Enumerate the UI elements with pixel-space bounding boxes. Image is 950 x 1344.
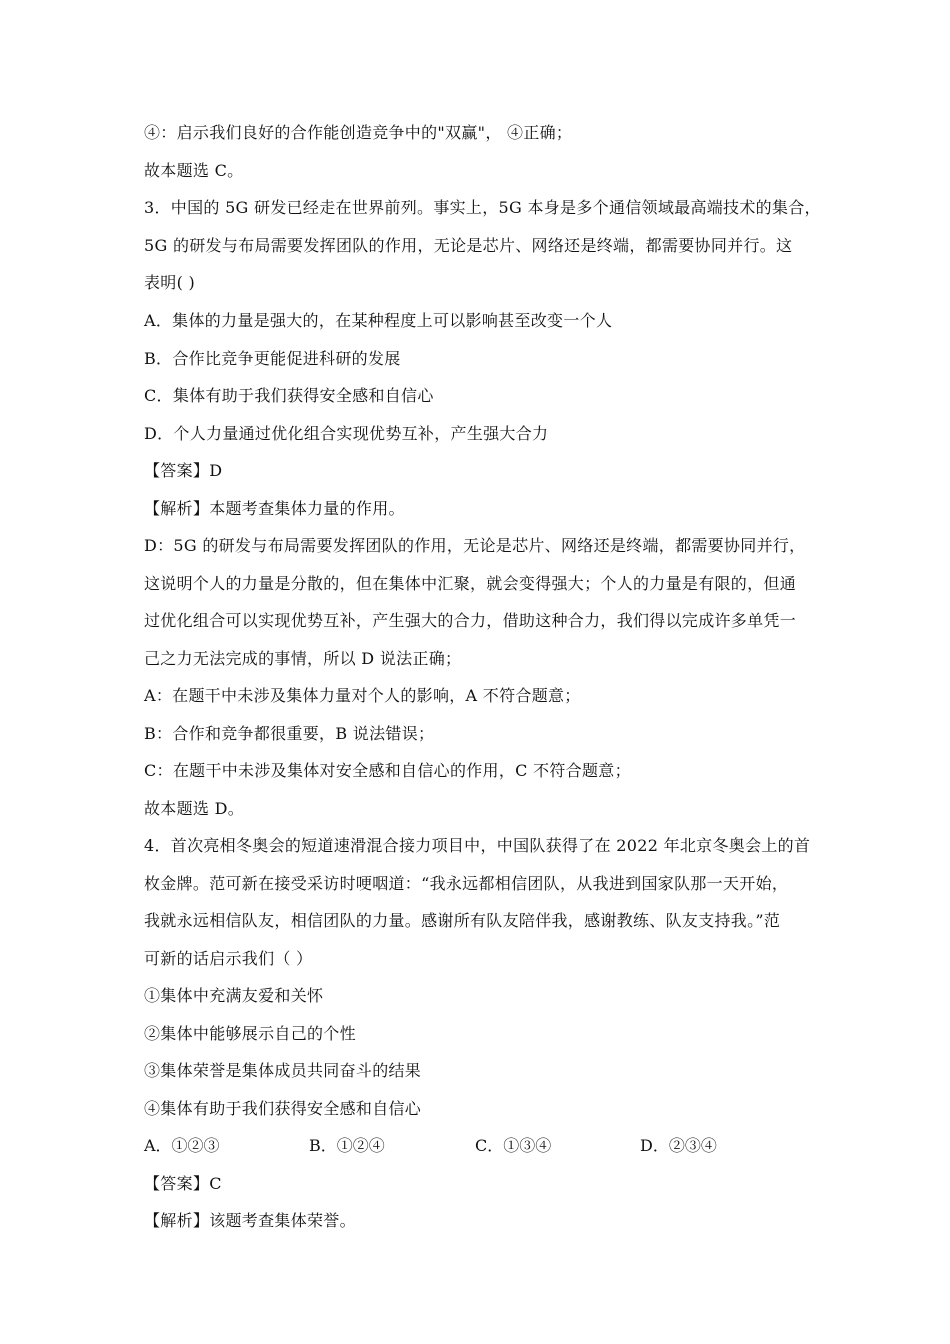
question-4-options xyxy=(144,1136,814,1156)
question-4-statement-2: ②集体中能够展示自己的个性 xyxy=(144,1024,356,1043)
question-4-option-c: C．①③④ xyxy=(475,1136,552,1155)
analysis-conclusion: 故本题选 D。 xyxy=(144,799,245,818)
analysis-text: D：5G 的研发与布局需要发挥团队的作用，无论是芯片、网络还是终端，都需要协同并行， xyxy=(144,536,806,555)
question-3-option-b: B．合作比竞争更能促进科研的发展 xyxy=(144,349,401,368)
question-4-stem: 枚金牌。范可新在接受采访时哽咽道：“我永远都相信团队，从我进到国家队那一天开始， xyxy=(144,874,789,893)
question-3-option-d: D．个人力量通过优化组合实现优势互补，产生强大合力 xyxy=(144,424,549,443)
answer-label: 【答案】D xyxy=(144,461,223,480)
question-3-option-a: A．集体的力量是强大的，在某种程度上可以影响甚至改变一个人 xyxy=(144,311,613,330)
analysis-text: B：合作和竞争都很重要，B 说法错误； xyxy=(144,724,435,743)
question-4-stem: 我就永远相信队友，相信团队的力量。感谢所有队友陪伴我，感谢教练、队友支持我。”范 xyxy=(144,911,781,930)
question-4-option-a: A．①②③ xyxy=(144,1136,220,1155)
analysis-text: C：在题干中未涉及集体对安全感和自信心的作用，C 不符合题意； xyxy=(144,761,631,780)
question-4-statement-1: ①集体中充满友爱和关怀 xyxy=(144,986,324,1005)
question-4-option-b: B．①②④ xyxy=(309,1136,385,1155)
question-3-stem: 3．中国的 5G 研发已经走在世界前列。事实上，5G 本身是多个通信领域最高端技术的集合， xyxy=(144,198,821,217)
analysis-text: A：在题干中未涉及集体力量对个人的影响，A 不符合题意； xyxy=(144,686,581,705)
analysis-heading: 【解析】该题考查集体荣誉。 xyxy=(144,1211,356,1230)
question-4-statement-3: ③集体荣誉是集体成员共同奋斗的结果 xyxy=(144,1061,422,1080)
text-line: 故本题选 C。 xyxy=(144,161,244,180)
analysis-text: 己之力无法完成的事情，所以 D 说法正确； xyxy=(144,649,462,668)
text-line: ④：启示我们良好的合作能创造竞争中的"双赢"， ④正确； xyxy=(144,123,573,142)
question-4-stem: 4．首次亮相冬奥会的短道速滑混合接力项目中，中国队获得了在 2022 年北京冬奥会上的首 xyxy=(144,836,811,855)
question-4-option-d: D．②③④ xyxy=(640,1136,717,1155)
analysis-text: 过优化组合可以实现优势互补，产生强大的合力，借助这种合力，我们得以完成许多单凭一 xyxy=(144,611,797,630)
answer-label: 【答案】C xyxy=(144,1174,222,1193)
question-4-statement-4: ④集体有助于我们获得安全感和自信心 xyxy=(144,1099,422,1118)
question-3-stem: 5G 的研发与布局需要发挥团队的作用，无论是芯片、网络还是终端，都需要协同并行。这 xyxy=(144,236,793,255)
analysis-text: 这说明个人的力量是分散的，但在集体中汇聚，就会变得强大；个人的力量是有限的，但通 xyxy=(144,574,797,593)
analysis-heading: 【解析】本题考查集体力量的作用。 xyxy=(144,499,405,518)
question-3-option-c: C．集体有助于我们获得安全感和自信心 xyxy=(144,386,434,405)
question-3-stem: 表明( ) xyxy=(144,273,196,292)
question-4-stem: 可新的话启示我们（ ） xyxy=(144,949,313,968)
